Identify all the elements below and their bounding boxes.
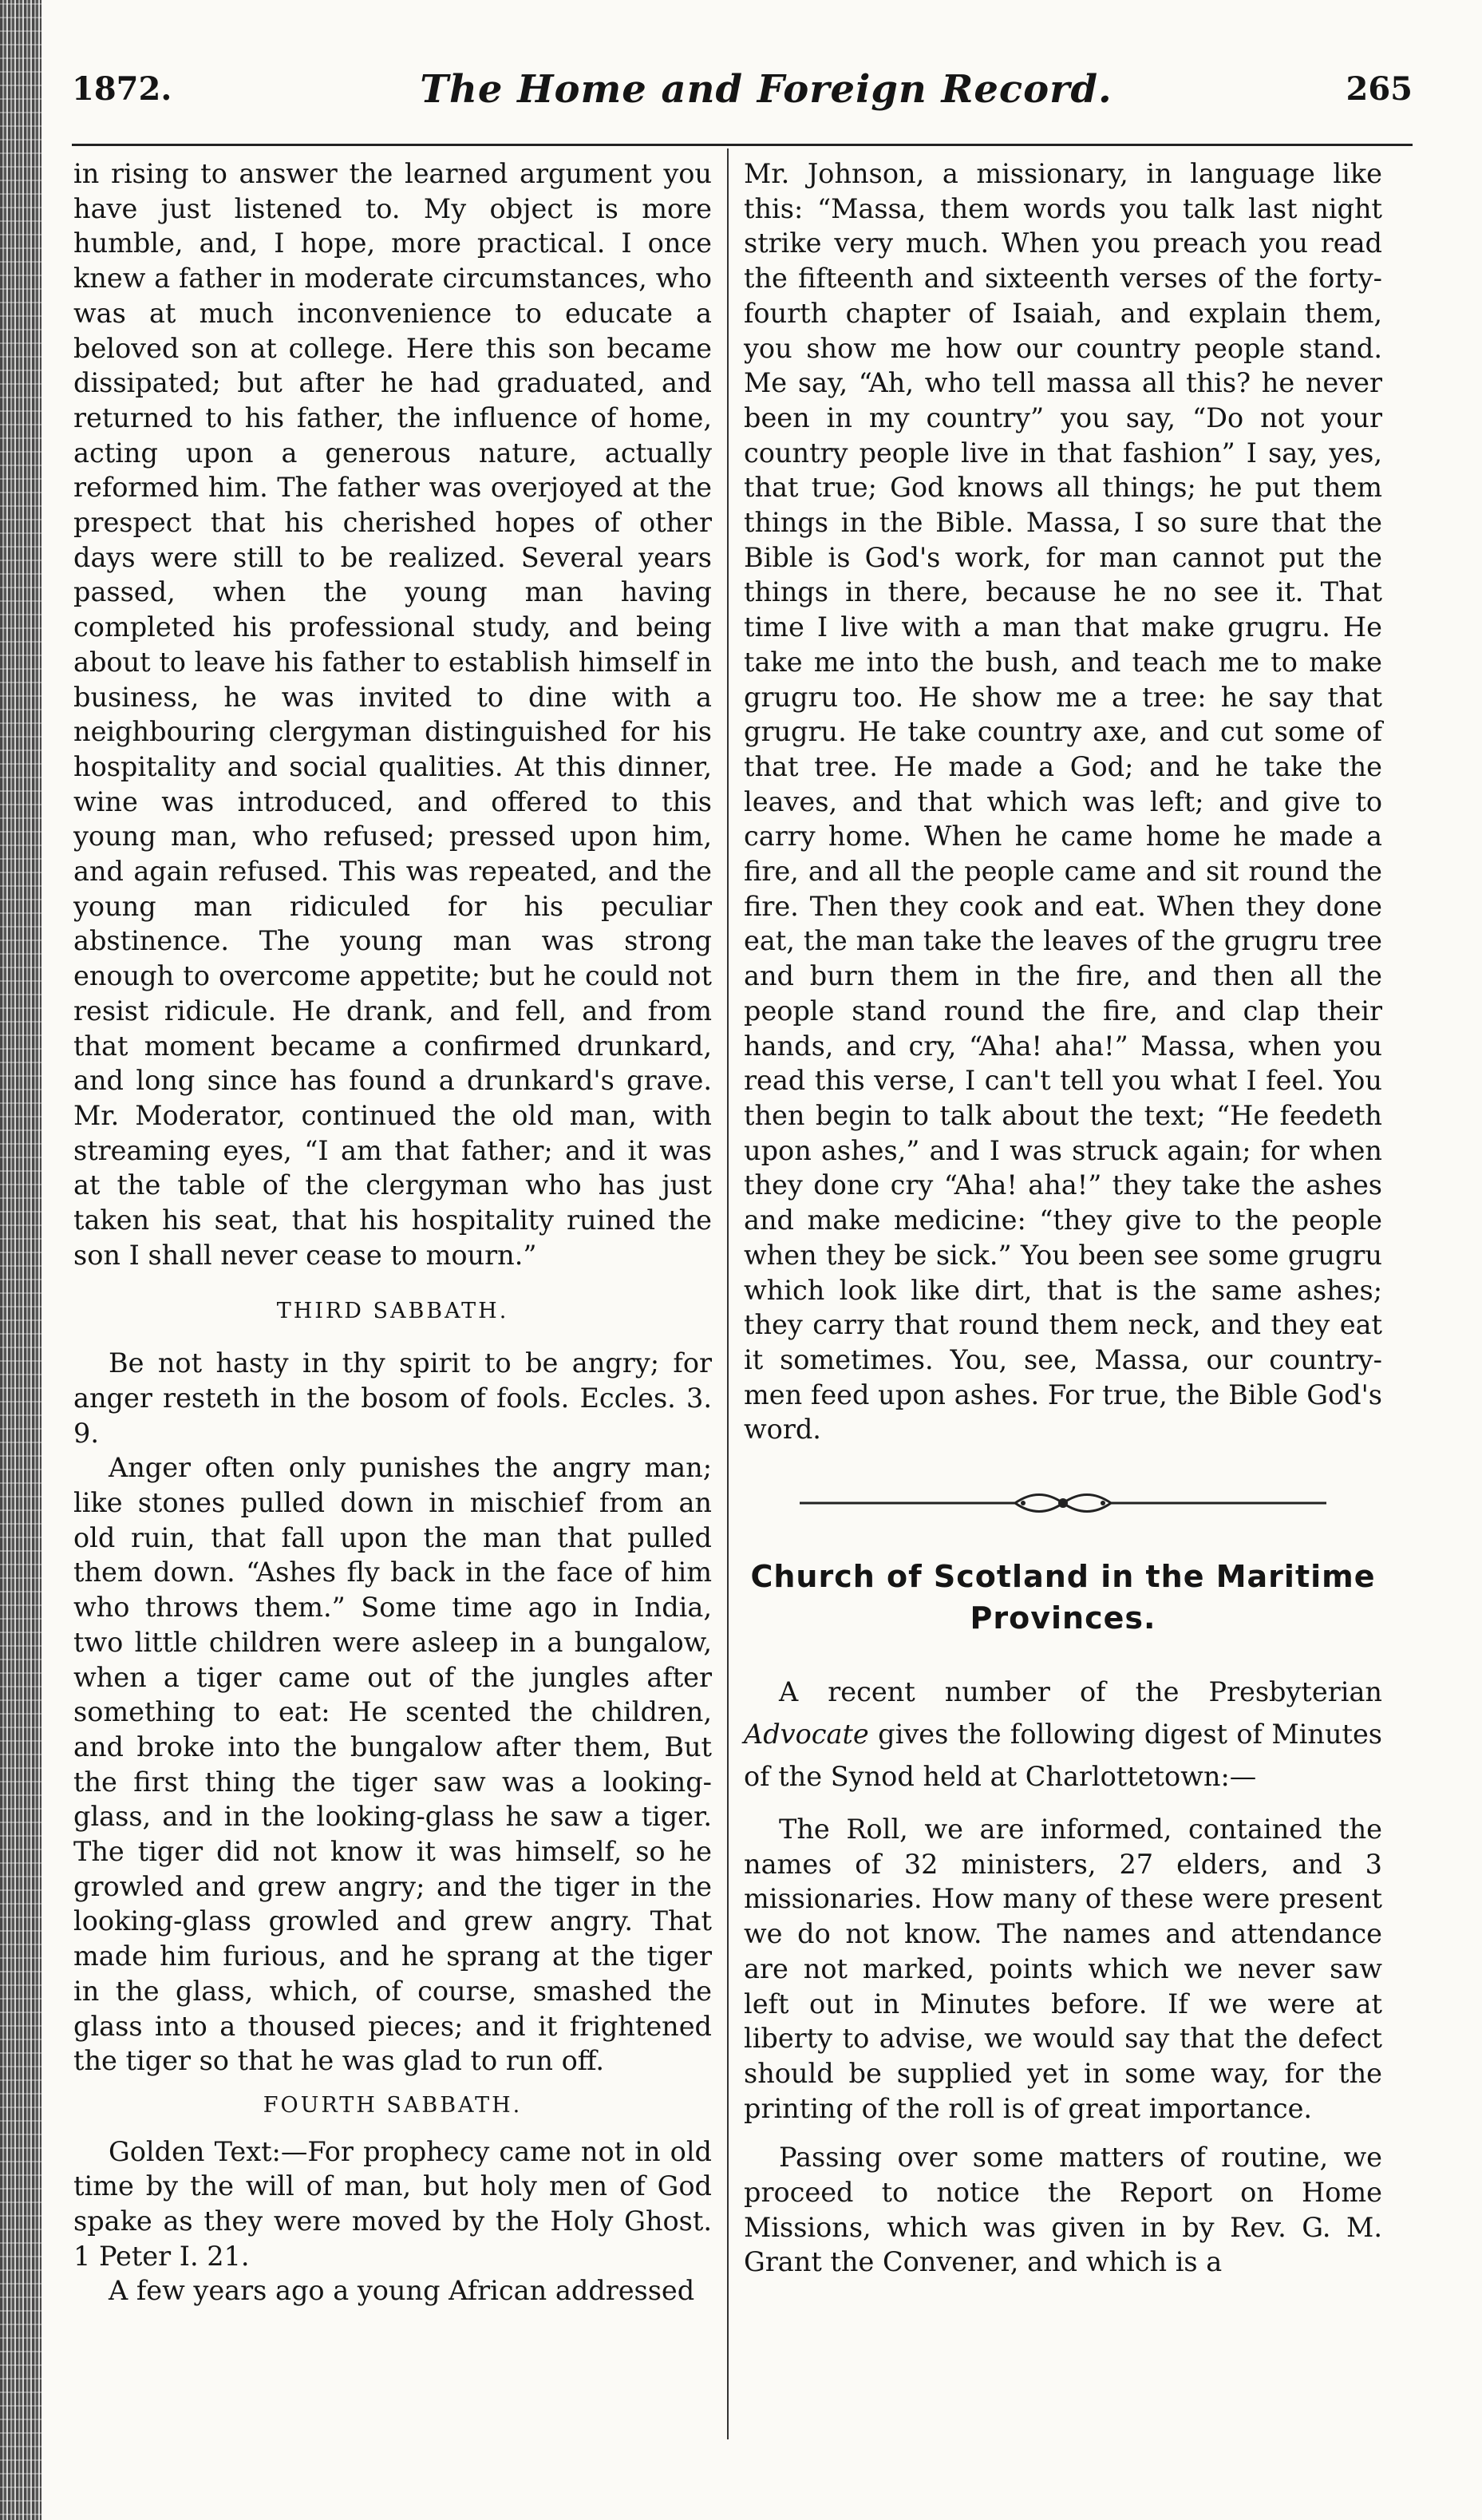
section-heading-fourth-sabbath: FOURTH SABBATH.	[263, 2092, 523, 2118]
ornamental-divider	[784, 1487, 1342, 1519]
paragraph: The Roll, we are informed, contained the names of 32 ministers, 27 elders, and 3 missionaries. How many of these were present we do not know. The names and attendance are not marked, points which we never saw left out in Minutes before. If we were at liberty to advise, we would say that the defect should be supplied yet in some way, for the printing of the roll is of great importance.	[744, 1814, 1382, 2124]
intro-text-start: A recent number of the Presbyterian	[779, 1676, 1382, 1708]
section-heading-third-sabbath: THIRD SABBATH.	[276, 1298, 509, 1323]
paragraph: Passing over some matters of routine, we proceed to notice the Report on Home Missions, which was given in by Rev. G. M. Grant the Convener, and which is a	[744, 2142, 1382, 2278]
right-column	[744, 156, 1382, 2280]
left-column	[73, 156, 712, 2308]
paragraph: Anger often only punishes the angry man; like stones pulled down in mischief from an old ruin, that fall upon the man that pulled them down. “Ashes fly back in the face of him who throws them.” Some time ago in India, two little children were asleep in a bungalow, when a tiger came out of the jungles after something to eat: He scented the children, and broke into the bungalow after them, But the first thing the tiger saw was a looking-glass, and in the looking-glass he saw a tiger. The tiger did not know it was himself, so he growled and grew angry; and the tiger in the looking-glass growled and grew angry. That made him furious, and he sprang at the tiger in the glass, which, of course, smashed the glass into a thoused pieces; and it frightened the tiger so that he was glad to run off.	[73, 1452, 712, 2077]
scripture-verse: Be not hasty in thy spirit to be angry; for anger resteth in the bosom of fools. Eccles. 3. 9.	[73, 1347, 712, 1449]
column-divider	[727, 148, 729, 2439]
header-year: 1872.	[72, 70, 172, 108]
paragraph: Mr. Johnson, a missionary, in language like this: “Massa, them words you talk last night strike very much. When you preach you read the fifteenth and sixteenth verses of the forty-fourth chapter of Isaiah, and explain them, you show me how our country people stand. Me say, “Ah, who tell massa all this? he never been in my country” you say, “Do not your country people live in that fashion” I say, yes, that true; God knows all things; he put them things in the Bible. Massa, I so sure that the Bible is God's work, for man cannot put the things in there, because he no see it. That time I live with a man that make grugru. He take me into the bush, and teach me to make grugru too. He show me a tree: he say that grugru. He take country axe, and cut some of that tree. He made a God; and he take the leaves, and that which was left; and give to carry home. When he came home he made a fire, and all the people came and sit round the fire. Then they cook and eat. When they done eat, the man take the leaves of the grugru tree and burn them in the fire, and then all the people stand round the fire, and clap their hands, and cry, “Aha! aha!” Massa, when you read this verse, I can't tell you what I feel. You then begin to talk about the text; “He feedeth upon ashes,” and I was struck again; for when they done cry “Aha! aha!” they take the ashes and make medicine: “they give to the people when they be sick.” You been see some grugru which look like dirt, that is the same ashes; they carry that round them neck, and they eat it sometimes. You, see, Massa, our country-men feed upon ashes. For true, the Bible God's word.	[744, 158, 1382, 1446]
header-rule	[72, 144, 1413, 146]
binding-edge	[0, 0, 41, 2520]
section-title: Church of Scotland in the Maritime Provinces.	[750, 1559, 1376, 1636]
paragraph: in rising to answer the learned argument you have just listened to. My object is more humble, and, I hope, more practical. I once knew a father in moderate circumstances, who was at much inconvenience to educate a beloved son at college. Here this son became dissipated; but after he had graduated, and returned to his father, the influence of home, acting upon a generous nature, actually reformed him. The father was overjoyed at the prespect that his cherished hopes of other days were still to be realized. Several years passed, when the young man having completed his professional study, and being about to leave his father to establish himself in business, he was invited to dine with a neighbouring clergyman distinguished for his hospitality and social qualities. At this dinner, wine was introduced, and offered to this young man, who refused; pressed upon him, and again refused. This was repeated, and the young man ridiculed for his peculiar abstinence. The young man was strong enough to overcome appetite; but he could not resist ridicule. He drank, and fell, and from that moment became a confirmed drunkard, and long since has found a drunkard's grave. Mr. Moderator, continued the old man, with streaming eyes, “I am that father; and it was at the table of the clergyman who has just taken his seat, that his hospitality ruined the son I shall never cease to mourn.”	[73, 158, 712, 1271]
intro-text-end: gives the following digest of Minutes of the Synod held at Charlottetown:—	[744, 1719, 1382, 1793]
page-number: 265	[1346, 70, 1413, 108]
journal-title: The Home and Foreign Record.	[420, 67, 1112, 112]
page-header	[72, 67, 1413, 126]
publication-name: Advocate	[744, 1719, 869, 1751]
intro-paragraph	[744, 1671, 1382, 1798]
golden-text: Golden Text:—For prophecy came not in old time by the will of man, but holy men of God spake as they were moved by the Holy Ghost. 1 Peter I. 21.	[73, 2135, 712, 2272]
paragraph: A few years ago a young African addressed	[109, 2275, 695, 2307]
